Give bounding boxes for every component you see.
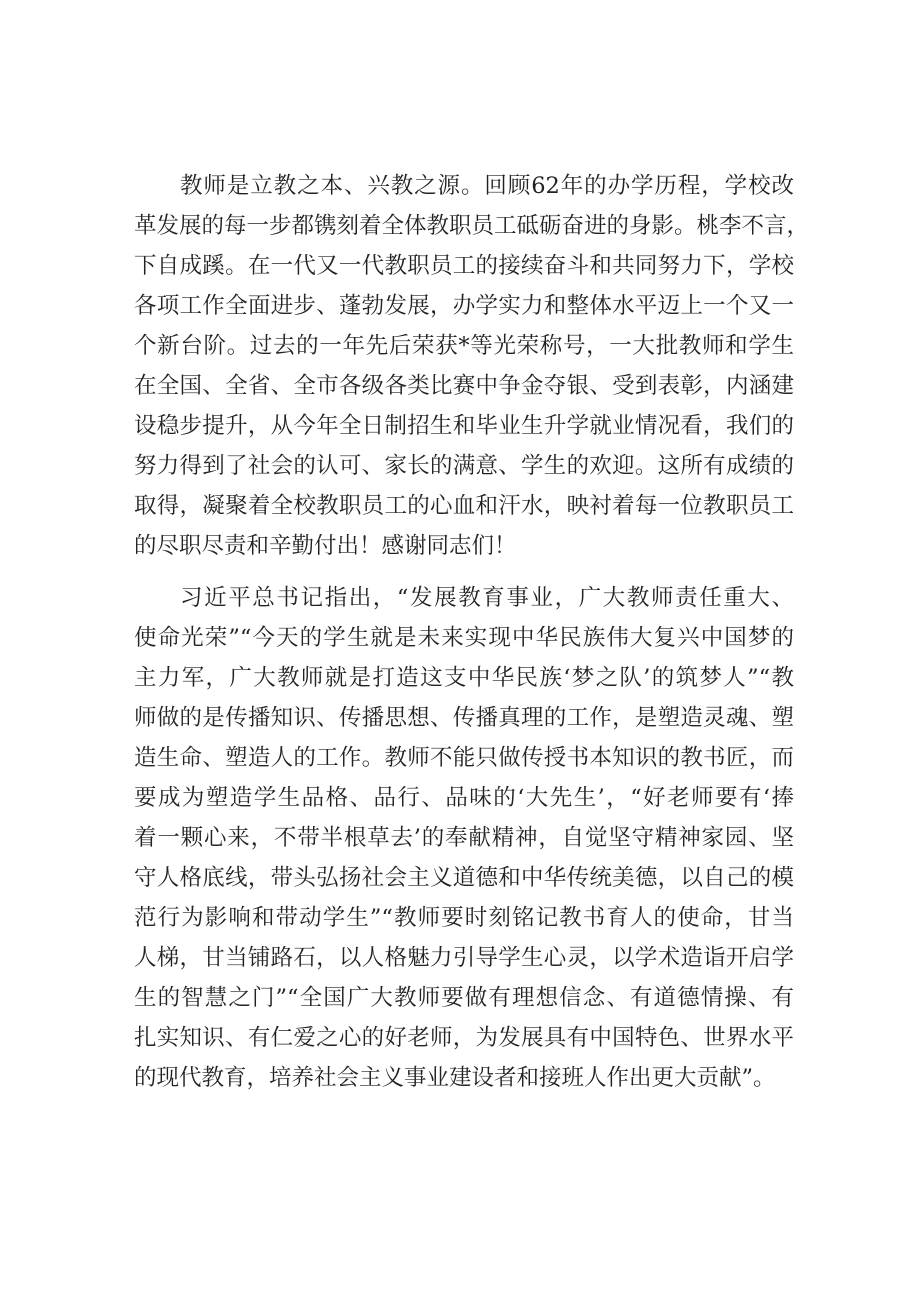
text-line: 人梯，甘当铺路石，以人格魅力引导学生心灵，以学术造诣开启学 xyxy=(134,945,794,971)
text-line: 主力军，广大教师就是打造这支中华民族‘梦之队’的筑梦人”“教 xyxy=(134,665,794,691)
text-line: 的尽职尽责和辛勤付出！感谢同志们！ xyxy=(134,533,517,559)
text-line: 要成为塑造学生品格、品行、品味的‘大先生’，“好老师要有‘捧 xyxy=(134,785,794,811)
text-line: 造生命、塑造人的工作。教师不能只做传授书本知识的教书匠，而 xyxy=(134,745,794,771)
paragraph-achievements xyxy=(134,166,810,566)
text-line: 师做的是传播知识、传播思想、传播真理的工作，是塑造灵魂、塑 xyxy=(134,705,794,731)
text-line: 扎实知识、有仁爱之心的好老师，为发展具有中国特色、世界水平 xyxy=(134,1025,794,1051)
text-line: 努力得到了社会的认可、家长的满意、学生的欢迎。这所有成绩的 xyxy=(134,453,794,479)
text-line: 守人格底线，带头弘扬社会主义道德和中华传统美德，以自己的模 xyxy=(134,865,794,891)
text-line: 使命光荣”“今天的学生就是未来实现中华民族伟大复兴中国梦的 xyxy=(134,625,794,651)
text-line: 的现代教育，培养社会主义事业建设者和接班人作出更大贡献”。 xyxy=(134,1065,776,1091)
paragraph-quotation xyxy=(134,578,794,1098)
text-line: 设稳步提升，从今年全日制招生和毕业生升学就业情况看，我们的 xyxy=(134,413,794,439)
document-body xyxy=(134,166,810,1098)
text-line: 个新台阶。过去的一年先后荣获*等光荣称号，一大批教师和学生 xyxy=(134,333,794,359)
text-line: 着一颗心来，不带半根草去’的奉献精神，自觉坚守精神家园、坚 xyxy=(134,825,794,851)
text-line: 教师是立教之本、兴教之源。回顾62年的办学历程，学校改 xyxy=(180,173,794,199)
text-line: 在全国、全省、全市各级各类比赛中争金夺银、受到表彰，内涵建 xyxy=(134,373,794,399)
text-line: 习近平总书记指出，“发展教育事业，广大教师责任重大、 xyxy=(180,585,794,611)
text-line: 取得，凝聚着全校教职员工的心血和汗水，映衬着每一位教职员工 xyxy=(134,493,794,519)
text-line: 范行为影响和带动学生”“教师要时刻铭记教书育人的使命，甘当 xyxy=(134,905,794,931)
text-line: 生的智慧之门”“全国广大教师要做有理想信念、有道德情操、有 xyxy=(134,985,794,1011)
text-line: 下自成蹊。在一代又一代教职员工的接续奋斗和共同努力下，学校 xyxy=(134,253,794,279)
text-line: 各项工作全面进步、蓬勃发展，办学实力和整体水平迈上一个又一 xyxy=(134,293,794,319)
text-line: 革发展的每一步都镌刻着全体教职员工砥砺奋进的身影。桃李不言， xyxy=(134,213,810,239)
